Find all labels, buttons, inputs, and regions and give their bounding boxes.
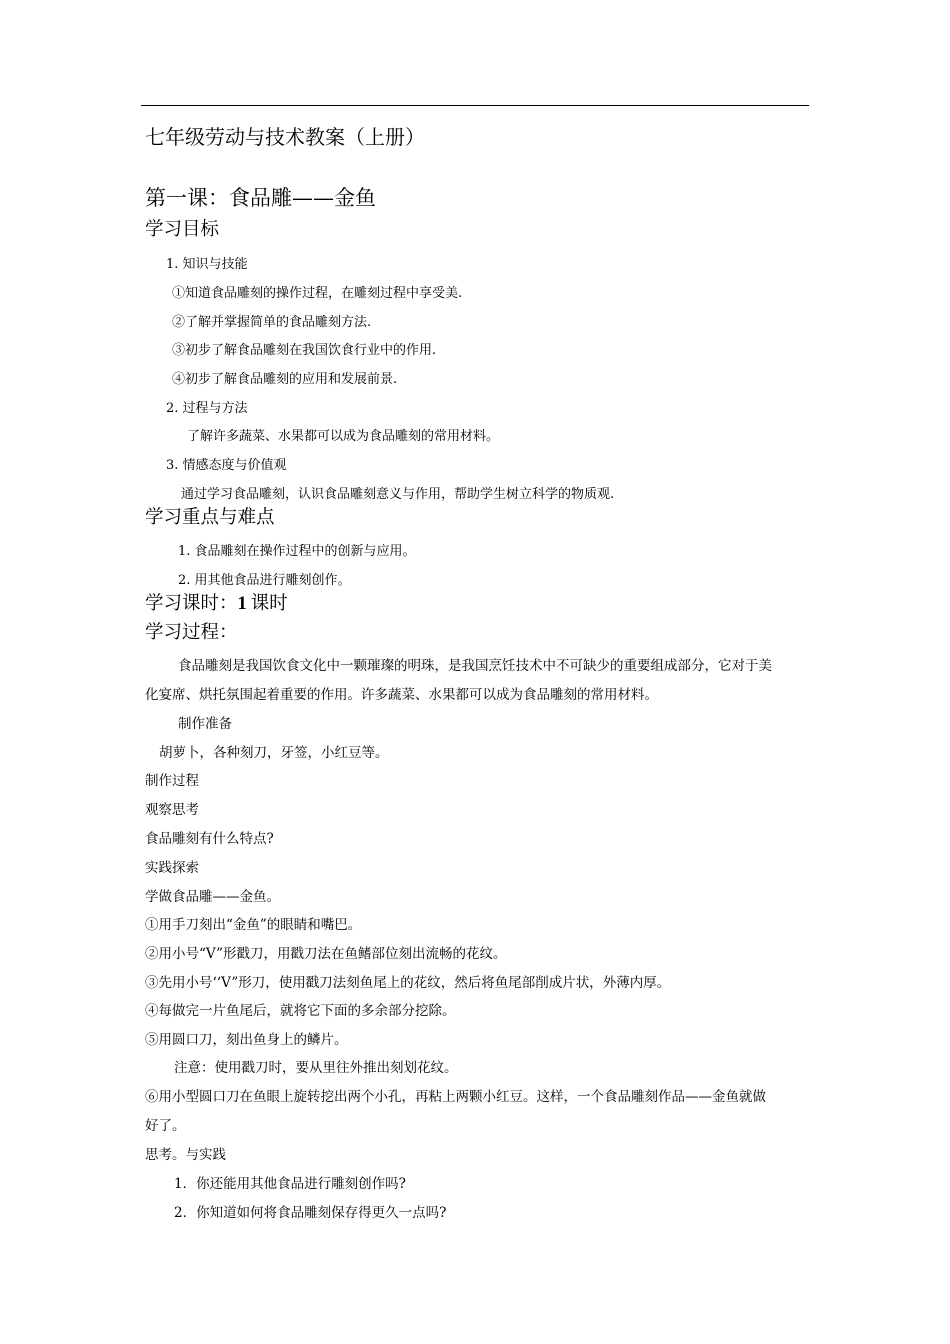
make-heading: 制作过程 [145, 773, 199, 789]
hours-prefix: 学习课时： [145, 593, 238, 614]
observe-question: 食品雕刻有什么特点? [145, 831, 274, 847]
practice-intro: 学做食品雕——金鱼。 [145, 889, 280, 905]
key-points-heading: 学习重点与难点 [145, 507, 275, 528]
header-rule [141, 105, 809, 106]
process-method-heading: 2. 过程与方法 [166, 401, 248, 416]
practice-heading: 实践探索 [145, 860, 199, 876]
step-item: ②用小号“V”形戳刀，用戳刀法在鱼鳍部位刻出流畅的花纹。 [145, 946, 507, 962]
hours-line [145, 595, 288, 614]
step6-line: 好了。 [145, 1118, 186, 1134]
note-text: 注意：使用戳刀时，要从里往外推出刻划花纹。 [174, 1060, 458, 1076]
hours-number: 1 [237, 594, 247, 614]
prep-text: 胡萝卜，各种刻刀，牙签，小红豆等。 [159, 745, 389, 761]
step-item: ④每做完一片鱼尾后，就将它下面的多余部分挖除。 [145, 1003, 456, 1019]
goals-heading: 学习目标 [145, 219, 220, 240]
key-point-item: 2. 用其他食品进行雕刻创作。 [178, 573, 351, 588]
observe-heading: 观察思考 [145, 802, 199, 818]
step-item: ⑤用圆口刀，刻出鱼身上的鳞片。 [145, 1032, 348, 1048]
lesson-title: 第一课：食品雕——金鱼 [145, 186, 376, 210]
knowledge-heading: 1. 知识与技能 [166, 257, 248, 272]
step-item: ①用手刀刻出“金鱼”的眼睛和嘴巴。 [145, 917, 362, 933]
reflect-item: 2．你知道如何将食品雕刻保存得更久一点吗? [174, 1205, 447, 1221]
step6-line: ⑥用小型圆口刀在鱼眼上旋转挖出两个小孔，再粘上两颗小红豆。这样，一个食品雕刻作品——金鱼就做 [145, 1089, 766, 1105]
attitude-text: 通过学习食品雕刻，认识食品雕刻意义与作用，帮助学生树立科学的物质观. [181, 487, 615, 502]
doc-title: 七年级劳动与技术教案（上册） [145, 125, 425, 149]
knowledge-item: ②了解并掌握简单的食品雕刻方法. [172, 315, 372, 330]
reflect-heading: 思考。与实践 [145, 1147, 226, 1163]
attitude-heading: 3. 情感态度与价值观 [166, 458, 287, 473]
intro-paragraph-line: 食品雕刻是我国饮食文化中一颗璀璨的明珠，是我国烹饪技术中不可缺少的重要组成部分，它对于美 [178, 658, 772, 674]
process-method-text: 了解许多蔬菜、水果都可以成为食品雕刻的常用材料。 [187, 429, 500, 444]
knowledge-item: ③初步了解食品雕刻在我国饮食行业中的作用. [172, 343, 437, 358]
reflect-item: 1．你还能用其他食品进行雕刻创作吗? [174, 1176, 406, 1192]
key-point-item: 1. 食品雕刻在操作过程中的创新与应用。 [178, 544, 416, 559]
step-item: ③先用小号‘‘V”形刀，使用戳刀法刻鱼尾上的花纹，然后将鱼尾部削成片状，外薄内厚。 [145, 975, 671, 991]
knowledge-item: ④初步了解食品雕刻的应用和发展前景. [172, 372, 398, 387]
process-heading: 学习过程： [145, 622, 238, 643]
prep-heading: 制作准备 [178, 716, 232, 732]
hours-suffix: 课时 [250, 593, 288, 614]
knowledge-item: ①知道食品雕刻的操作过程，在雕刻过程中享受美. [172, 286, 463, 301]
intro-paragraph-line: 化宴席、烘托氛围起着重要的作用。许多蔬菜、水果都可以成为食品雕刻的常用材料。 [145, 687, 658, 703]
